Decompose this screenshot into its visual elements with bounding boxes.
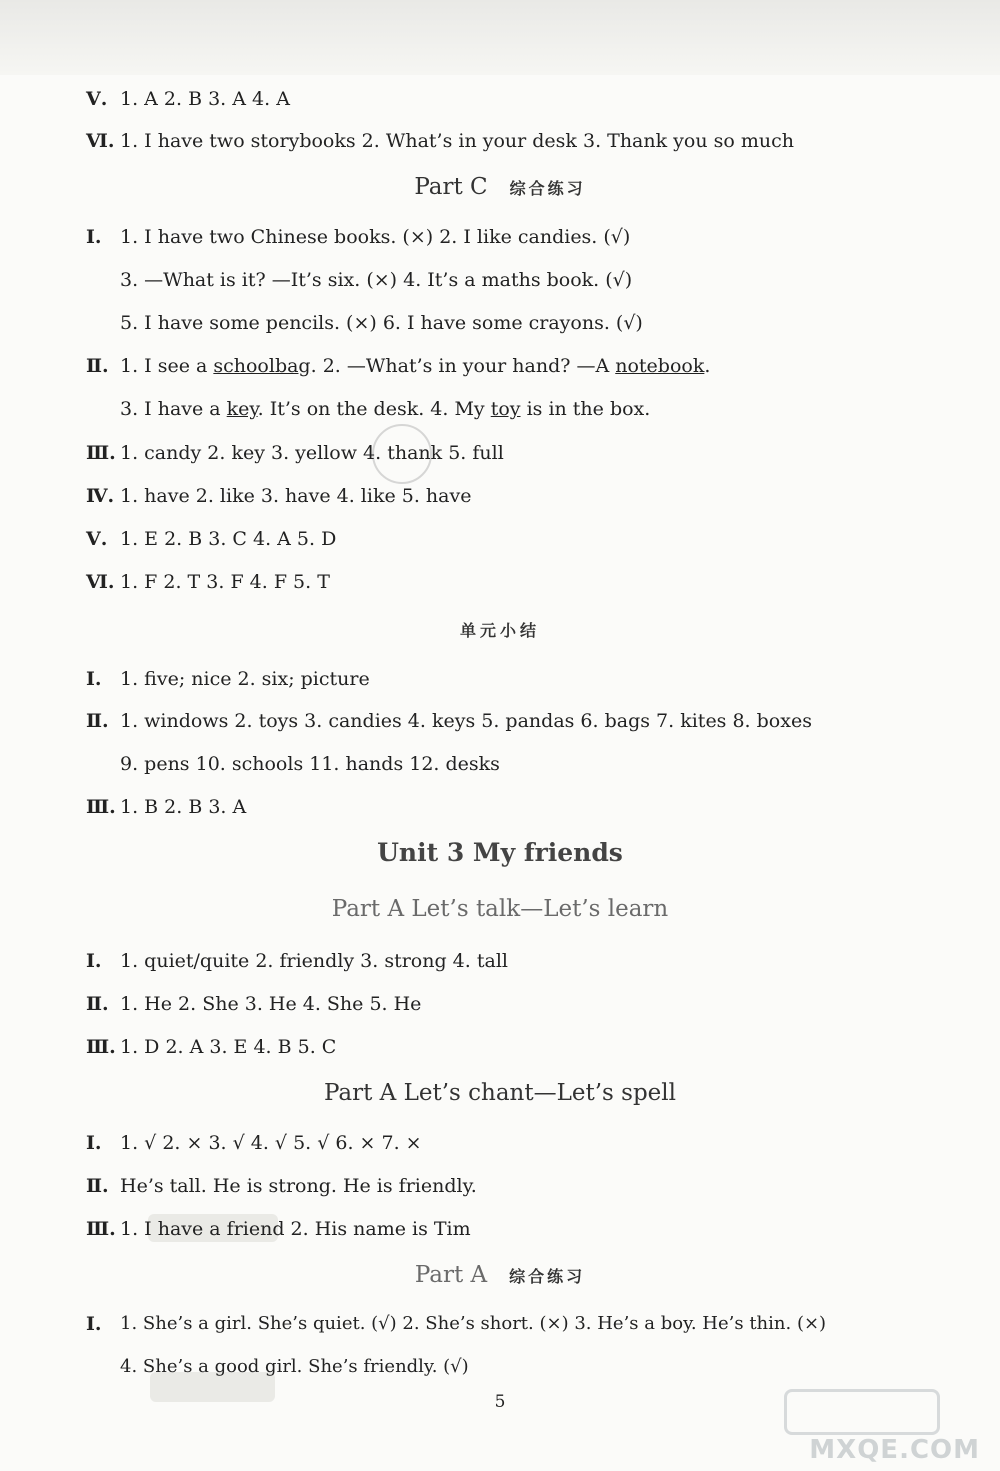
answer-page: Ⅴ. 1. A 2. B 3. A 4. A Ⅵ. 1. I have two storybooks 2. What’s in your desk 3. Thank you so much Part C 综合练习 Ⅰ. 1. I have two Chinese books. (×) 2. I like candies. (√) 3. —What is it? —It’s six. (×) 4. It’s a maths book. (√) 5. I have some pencils. (×) 6. I have some crayons. (√) Ⅱ. 1. I see a schoolbag. 2. —What’s in your hand? —A notebook. 3. I have a key. It’s on the desk. 4. My toy is in the box. Ⅲ. 1. candy 2. key 3. yellow 4. thank 5. full Ⅳ. 1. have 2. like 3. have 4. like 5. have Ⅴ. 1. E 2. B 3. C 4. A 5. D Ⅵ. 1. F 2. T 3. F 4. F 5. T 单元小结 Ⅰ. 1. five; nice 2. six; picture Ⅱ. 1. windows 2. toys 3. candies 4. keys 5. pandas 6. bags 7. kites 8. boxes 9. pens 10. schools 11. hands 12. desks Ⅲ. 1. B 2. B 3. A Unit 3 My friends Part A Let’s talk—Let’s learn Ⅰ. 1. quiet/quite 2. friendly 3. strong 4. tall Ⅱ. 1. He 2. She 3. He 4. She 5. He Ⅲ. 1. D 2. A 3. E 4. B 5. C Part A Let’s chant—Let’s spell Ⅰ. 1. √ 2. × 3. √ 4. √ 5. √ 6. × 7. × Ⅱ. He’s tall. He is strong. He is friendly. Ⅲ. 1. I have a friend 2. His name is Tim Part A 综合练习 Ⅰ. 1. She’s a girl. She’s quiet. (√) 2. She’s short. (×) 3. He’s a boy. He’s thin. (×) 4. She’s a good girl. She’s friendly. (√) 5 MXQE.COM	[0, 0, 1000, 1471]
watermark-logo	[750, 1385, 980, 1465]
unit-summary-heading: 单元小结	[459, 621, 540, 640]
part-c-heading: Part C 综合练习	[414, 174, 586, 200]
underlined-answer: schoolbag	[213, 355, 311, 377]
underlined-answer: notebook	[615, 355, 705, 377]
watermark-logo-icon	[784, 1389, 940, 1435]
scan-top-band	[0, 0, 1000, 75]
part-a-exercises-heading: Part A 综合练习	[414, 1262, 586, 1288]
watermark-text: MXQE.COM	[809, 1435, 980, 1465]
underlined-answer: key	[226, 398, 258, 420]
part-a-chant-spell-heading: Part A Let’s chant—Let’s spell	[323, 1080, 677, 1106]
unit-3-title: Unit 3 My friends	[377, 838, 623, 867]
part-a-talk-learn-heading: Part A Let’s talk—Let’s learn	[331, 896, 669, 922]
underlined-answer: toy	[490, 398, 521, 420]
page-number: 5	[494, 1392, 506, 1412]
